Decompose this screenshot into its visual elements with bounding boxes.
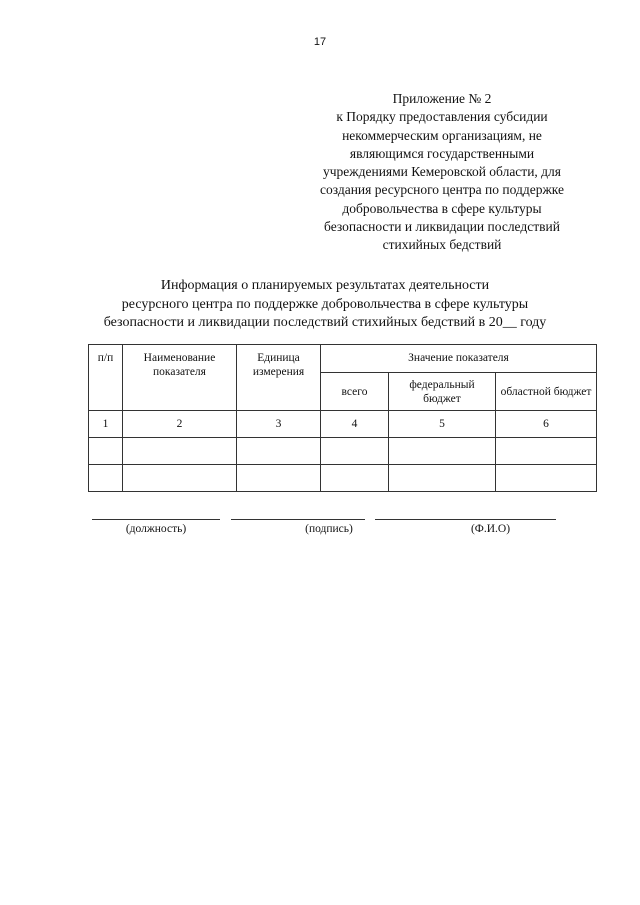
table-cell <box>389 438 496 465</box>
header-number: п/п <box>89 345 123 411</box>
column-numbering-row <box>89 411 597 438</box>
table-cell <box>89 438 123 465</box>
appendix-line: добровольчества в сфере культуры <box>342 200 542 216</box>
signature-line <box>231 519 365 520</box>
column-number: 6 <box>496 411 597 438</box>
full-name-signature-line <box>375 519 556 520</box>
title-line: Информация о планируемых результатах деятельности <box>160 278 490 293</box>
column-number: 2 <box>123 411 237 438</box>
column-number: 4 <box>321 411 389 438</box>
table-cell <box>321 438 389 465</box>
header-total: всего <box>321 373 389 411</box>
table-cell <box>496 465 597 492</box>
appendix-line: стихийных бедствий <box>382 237 502 253</box>
header-indicator-name: Наименование показателя <box>123 345 237 411</box>
table-cell <box>389 465 496 492</box>
table-cell <box>89 465 123 492</box>
appendix-line: являющимся государственными <box>349 145 535 161</box>
appendix-line: создания ресурсного центра по поддержке <box>320 182 564 198</box>
appendix-line: безопасности и ликвидации последствий <box>324 219 560 235</box>
title-line: безопасности и ликвидации последствий стихийных бедствий в 20__ году <box>103 315 547 330</box>
header-regional-budget: областной бюджет <box>496 373 597 411</box>
appendix-line: к Порядку предоставления субсидии <box>336 109 548 125</box>
full-name-label: (Ф.И.О) <box>470 523 511 535</box>
header-federal-budget: федеральный бюджет <box>389 373 496 411</box>
column-number: 1 <box>89 411 123 438</box>
appendix-line: учреждениями Кемеровской области, для <box>323 164 561 180</box>
position-signature-line <box>92 519 220 520</box>
appendix-line: некоммерческим организациям, не <box>342 127 542 143</box>
empty-row <box>89 438 597 465</box>
table-cell <box>321 465 389 492</box>
results-table <box>88 344 597 492</box>
table-cell <box>237 465 321 492</box>
table-cell <box>123 465 237 492</box>
column-number: 5 <box>389 411 496 438</box>
header-unit: Единица измерения <box>237 345 321 411</box>
header-indicator-value: Значение показателя <box>321 345 597 373</box>
table-cell <box>123 438 237 465</box>
signature-label: (подпись) <box>305 523 353 535</box>
table-cell <box>237 438 321 465</box>
appendix-line: Приложение № 2 <box>392 91 492 106</box>
column-number: 3 <box>237 411 321 438</box>
table-cell <box>496 438 597 465</box>
document-title <box>60 277 590 333</box>
title-line: ресурсного центра по поддержке добровольчества в сфере культуры <box>121 296 529 312</box>
position-label: (должность) <box>125 523 187 535</box>
appendix-header <box>292 90 592 255</box>
page-number: 17 <box>313 36 327 48</box>
empty-row <box>89 465 597 492</box>
